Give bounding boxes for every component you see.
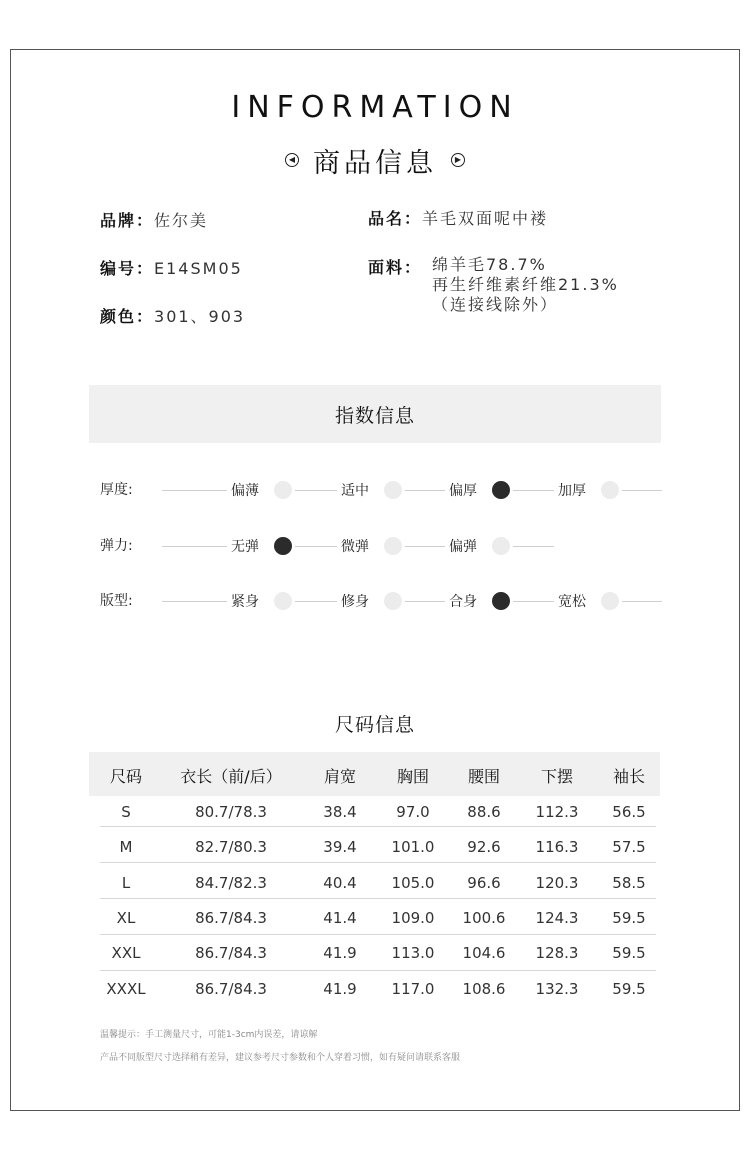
size-table-cell: 112.3 bbox=[535, 803, 579, 821]
index-indicator bbox=[492, 537, 510, 555]
index-option bbox=[554, 478, 622, 502]
index-option bbox=[554, 589, 622, 613]
code-value: E14SM05 bbox=[154, 259, 243, 278]
size-table-header-cell: 尺码 bbox=[109, 767, 143, 786]
size-note: 温馨提示：手工测量尺寸，可能1-3cm内误差，请谅解 bbox=[100, 1030, 318, 1040]
size-table-cell: 105.0 bbox=[391, 874, 435, 892]
color-label: 颜色： bbox=[100, 307, 155, 326]
size-table-header-cell: 腰围 bbox=[467, 767, 501, 786]
right-arrow-icon: ▶ bbox=[451, 153, 465, 167]
brand-label: 品牌： bbox=[100, 211, 155, 230]
index-option-label: 宽松 bbox=[554, 591, 590, 611]
size-table-header-cell: 胸围 bbox=[396, 767, 430, 786]
size-table-cell: 86.7/84.3 bbox=[195, 909, 267, 927]
index-section-header bbox=[89, 385, 661, 443]
index-section-title: 指数信息 bbox=[334, 404, 415, 427]
size-table-cell: 101.0 bbox=[391, 838, 435, 856]
index-option-label: 偏薄 bbox=[227, 480, 263, 500]
index-option bbox=[337, 478, 405, 502]
size-table-cell: L bbox=[121, 874, 131, 892]
product-name-field bbox=[368, 206, 548, 229]
size-table-cell: 39.4 bbox=[323, 838, 357, 856]
size-table-cell: 124.3 bbox=[535, 909, 579, 927]
size-table-row-divider bbox=[100, 970, 656, 971]
index-option bbox=[337, 534, 405, 558]
size-table-row-divider bbox=[100, 862, 656, 863]
size-table-header-cell: 肩宽 bbox=[323, 767, 357, 786]
size-table-cell: XXXL bbox=[106, 980, 146, 998]
title-chinese-row bbox=[0, 140, 750, 180]
size-table-cell: 120.3 bbox=[535, 874, 579, 892]
size-table-cell: 108.6 bbox=[462, 980, 506, 998]
index-indicator bbox=[601, 592, 619, 610]
size-table-cell: 88.6 bbox=[467, 803, 501, 821]
index-row-thickness bbox=[0, 478, 750, 502]
index-option-label: 适中 bbox=[337, 480, 373, 500]
size-table-cell: 56.5 bbox=[612, 803, 646, 821]
size-table-cell: 92.6 bbox=[467, 838, 501, 856]
index-option bbox=[227, 534, 295, 558]
size-table-cell: M bbox=[119, 838, 133, 856]
index-indicator bbox=[384, 537, 402, 555]
fabric-line: 绵羊毛78.7% bbox=[432, 255, 547, 274]
title-chinese: 商品信息 bbox=[313, 147, 437, 179]
index-option-label: 紧身 bbox=[227, 591, 263, 611]
title-english: INFORMATION bbox=[231, 90, 519, 125]
size-table-cell: 40.4 bbox=[323, 874, 357, 892]
size-table-cell: 82.7/80.3 bbox=[195, 838, 267, 856]
size-table-cell: 86.7/84.3 bbox=[195, 944, 267, 962]
color-value: 301、903 bbox=[154, 307, 246, 326]
fabric-label: 面料： bbox=[368, 258, 423, 277]
size-table-cell: 41.4 bbox=[323, 909, 357, 927]
size-table-cell: 41.9 bbox=[323, 980, 357, 998]
fabric-lines bbox=[432, 255, 619, 315]
index-option-label: 偏弹 bbox=[445, 536, 481, 556]
size-table-row-divider bbox=[100, 898, 656, 899]
index-option-label: 无弹 bbox=[227, 536, 263, 556]
index-row-fit bbox=[0, 589, 750, 613]
index-indicator-selected bbox=[274, 537, 292, 555]
size-table-cell: 96.6 bbox=[467, 874, 501, 892]
size-section-title: 尺码信息 bbox=[334, 714, 415, 736]
size-table-cell: 104.6 bbox=[462, 944, 506, 962]
index-option bbox=[445, 478, 513, 502]
index-option-label: 微弹 bbox=[337, 536, 373, 556]
product-name-value: 羊毛双面呢中褛 bbox=[422, 209, 549, 228]
brand-value: 佐尔美 bbox=[154, 211, 209, 230]
index-indicator bbox=[384, 592, 402, 610]
index-option-label: 偏厚 bbox=[445, 480, 481, 500]
size-table-cell: 86.7/84.3 bbox=[195, 980, 267, 998]
brand-field bbox=[100, 208, 208, 231]
index-indicator-selected bbox=[492, 592, 510, 610]
index-option-label: 修身 bbox=[337, 591, 373, 611]
index-option-label: 合身 bbox=[445, 591, 481, 611]
size-table-cell: 97.0 bbox=[396, 803, 430, 821]
size-table-header-band bbox=[89, 752, 660, 796]
size-table-cell: 132.3 bbox=[535, 980, 579, 998]
size-table-cell: 59.5 bbox=[612, 944, 646, 962]
index-row-label: 厚度: bbox=[100, 482, 133, 498]
size-table-cell: 128.3 bbox=[535, 944, 579, 962]
code-label: 编号： bbox=[100, 259, 155, 278]
size-table-cell: 84.7/82.3 bbox=[195, 874, 267, 892]
index-indicator bbox=[274, 481, 292, 499]
size-table-cell: 113.0 bbox=[391, 944, 435, 962]
size-table-header-cell: 下摆 bbox=[540, 767, 574, 786]
index-option bbox=[445, 534, 513, 558]
index-indicator bbox=[274, 592, 292, 610]
index-indicator bbox=[384, 481, 402, 499]
index-indicator-selected bbox=[492, 481, 510, 499]
size-table-cell: 117.0 bbox=[391, 980, 435, 998]
left-arrow-icon: ◀ bbox=[285, 153, 299, 167]
size-table-row-divider bbox=[100, 826, 656, 827]
size-table-cell: XL bbox=[116, 909, 136, 927]
size-table-cell: 59.5 bbox=[612, 980, 646, 998]
index-row-elasticity bbox=[0, 534, 750, 558]
size-table-cell: 57.5 bbox=[612, 838, 646, 856]
index-option bbox=[445, 589, 513, 613]
size-table-cell: 41.9 bbox=[323, 944, 357, 962]
color-field bbox=[100, 304, 245, 327]
code-field bbox=[100, 256, 243, 279]
size-note: 产品不同版型尺寸选择稍有差异，建议参考尺寸参数和个人穿着习惯，如有疑问请联系客服 bbox=[100, 1053, 461, 1063]
size-table-row-divider bbox=[100, 934, 656, 935]
size-table-cell: 109.0 bbox=[391, 909, 435, 927]
size-table-cell: 116.3 bbox=[535, 838, 579, 856]
fabric-line: （连接线除外） bbox=[432, 295, 559, 314]
size-table-cell: 58.5 bbox=[612, 874, 646, 892]
size-table-header-cell: 衣长（前/后） bbox=[180, 767, 282, 786]
index-option bbox=[337, 589, 405, 613]
size-table-cell: 100.6 bbox=[462, 909, 506, 927]
fabric-line: 再生纤维素纤维21.3% bbox=[432, 275, 619, 294]
size-table-cell: 38.4 bbox=[323, 803, 357, 821]
product-name-label: 品名： bbox=[368, 209, 423, 228]
size-table-cell: XXL bbox=[111, 944, 141, 962]
size-table-cell: 80.7/78.3 bbox=[195, 803, 267, 821]
index-option bbox=[227, 589, 295, 613]
size-table-cell: S bbox=[121, 803, 131, 821]
fabric-field bbox=[368, 255, 422, 278]
index-row-label: 弹力: bbox=[100, 538, 133, 554]
index-row-label: 版型: bbox=[100, 593, 133, 609]
size-table-cell: 59.5 bbox=[612, 909, 646, 927]
index-option-label: 加厚 bbox=[554, 480, 590, 500]
index-option bbox=[227, 478, 295, 502]
index-indicator bbox=[601, 481, 619, 499]
size-table-header-cell: 袖长 bbox=[612, 767, 646, 786]
